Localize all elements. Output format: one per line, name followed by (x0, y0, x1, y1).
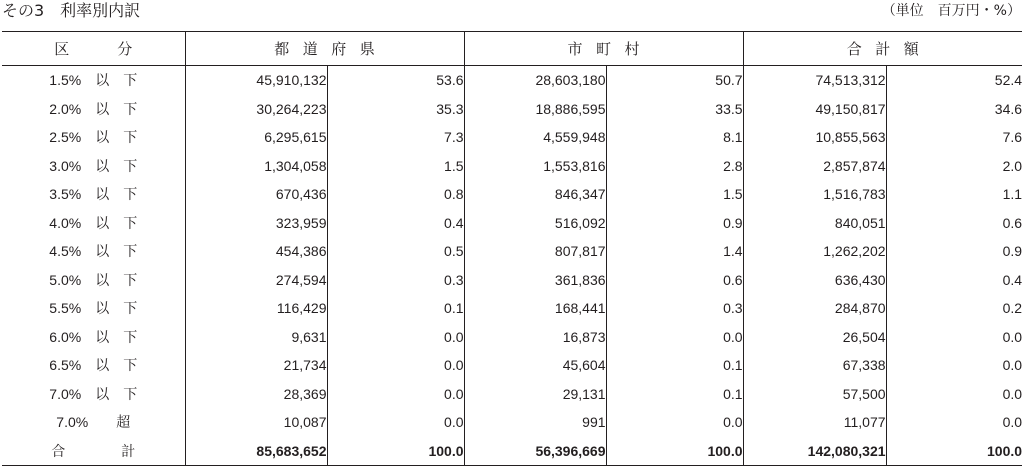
table-row (2, 66, 1022, 95)
total-percent: 0.0 (886, 408, 1022, 437)
total-amount: 57,500 (743, 380, 886, 409)
municipality-amount: 807,817 (464, 237, 606, 266)
prefecture-amount: 10,087 (185, 408, 327, 437)
prefecture-amount: 6,295,615 (185, 123, 327, 152)
prefecture-percent: 7.3 (327, 123, 464, 152)
municipality-percent: 33.5 (606, 95, 743, 124)
table-row (2, 323, 1022, 352)
municipality-amount: 29,131 (464, 380, 606, 409)
row-label: 4.5% 以 下 (49, 243, 138, 260)
table-caption: その3 利率別内訳 (2, 1, 141, 20)
municipality-percent: 8.1 (606, 123, 743, 152)
table-row (2, 237, 1022, 266)
prefecture-percent: 0.0 (327, 351, 464, 380)
municipality-amount: 1,553,816 (464, 152, 606, 181)
row-label: 3.5% 以 下 (49, 186, 138, 203)
row-label: 5.5% 以 下 (49, 300, 138, 317)
total-percent: 7.6 (886, 123, 1022, 152)
table-row (2, 380, 1022, 409)
prefecture-percent: 35.3 (327, 95, 464, 124)
municipality-percent: 0.0 (606, 408, 743, 437)
municipality-percent: 0.0 (606, 323, 743, 352)
prefecture-amount: 28,369 (185, 380, 327, 409)
prefecture-percent: 0.8 (327, 180, 464, 209)
total-amount: 26,504 (743, 323, 886, 352)
municipality-amount: 16,873 (464, 323, 606, 352)
municipality-percent: 1.5 (606, 180, 743, 209)
municipality-amount: 45,604 (464, 351, 606, 380)
prefecture-percent: 53.6 (327, 66, 464, 95)
prefecture-amount: 85,683,652 (185, 437, 327, 466)
municipality-percent: 1.4 (606, 237, 743, 266)
prefecture-percent: 0.5 (327, 237, 464, 266)
prefecture-percent: 0.3 (327, 266, 464, 295)
row-label: 合 計 (51, 442, 136, 459)
prefecture-amount: 670,436 (185, 180, 327, 209)
header-municipalities: 市町村 (464, 32, 743, 66)
total-percent: 0.0 (886, 380, 1022, 409)
municipality-percent: 0.6 (606, 266, 743, 295)
total-amount: 10,855,563 (743, 123, 886, 152)
total-percent: 2.0 (886, 152, 1022, 181)
total-percent: 0.6 (886, 209, 1022, 238)
municipality-percent: 100.0 (606, 437, 743, 466)
total-row (2, 437, 1022, 466)
total-amount: 840,051 (743, 209, 886, 238)
prefecture-percent: 0.0 (327, 408, 464, 437)
municipality-amount: 361,836 (464, 266, 606, 295)
total-percent: 0.0 (886, 323, 1022, 352)
total-amount: 67,338 (743, 351, 886, 380)
table-row (2, 152, 1022, 181)
prefecture-percent: 0.0 (327, 380, 464, 409)
prefecture-amount: 116,429 (185, 294, 327, 323)
prefecture-percent: 1.5 (327, 152, 464, 181)
table-row (2, 123, 1022, 152)
prefecture-amount: 274,594 (185, 266, 327, 295)
row-label: 4.0% 以 下 (49, 214, 138, 231)
row-label: 7.0% 以 下 (49, 385, 138, 402)
total-percent: 52.4 (886, 66, 1022, 95)
total-percent: 0.2 (886, 294, 1022, 323)
prefecture-amount: 9,631 (185, 323, 327, 352)
row-label: 1.5% 以 下 (49, 72, 138, 89)
municipality-percent: 2.8 (606, 152, 743, 181)
table-row (2, 294, 1022, 323)
header-kubun: 区分 (2, 32, 185, 66)
municipality-amount: 516,092 (464, 209, 606, 238)
total-amount: 142,080,321 (743, 437, 886, 466)
header-total: 合計額 (743, 32, 1022, 66)
prefecture-percent: 100.0 (327, 437, 464, 466)
total-amount: 284,870 (743, 294, 886, 323)
municipality-percent: 0.9 (606, 209, 743, 238)
interest-rate-table (2, 31, 1022, 466)
row-label: 7.0% 超 (56, 414, 145, 431)
table-row (2, 209, 1022, 238)
table-body (2, 66, 1022, 466)
prefecture-amount: 323,959 (185, 209, 327, 238)
row-label: 6.5% 以 下 (49, 357, 138, 374)
total-percent: 1.1 (886, 180, 1022, 209)
header-prefectures: 都道府県 (185, 32, 464, 66)
municipality-amount: 846,347 (464, 180, 606, 209)
total-percent: 0.4 (886, 266, 1022, 295)
prefecture-amount: 45,910,132 (185, 66, 327, 95)
total-amount: 636,430 (743, 266, 886, 295)
table-row (2, 351, 1022, 380)
total-amount: 74,513,312 (743, 66, 886, 95)
row-label: 5.0% 以 下 (49, 271, 138, 288)
prefecture-amount: 454,386 (185, 237, 327, 266)
table-row (2, 95, 1022, 124)
row-label: 3.0% 以 下 (49, 157, 138, 174)
total-percent: 34.6 (886, 95, 1022, 124)
row-label: 6.0% 以 下 (49, 328, 138, 345)
prefecture-percent: 0.1 (327, 294, 464, 323)
municipality-amount: 168,441 (464, 294, 606, 323)
municipality-percent: 0.3 (606, 294, 743, 323)
unit-note: （単位 百万円・%） (881, 3, 1021, 19)
municipality-amount: 56,396,669 (464, 437, 606, 466)
municipality-percent: 0.1 (606, 380, 743, 409)
table-row (2, 180, 1022, 209)
prefecture-percent: 0.4 (327, 209, 464, 238)
prefecture-percent: 0.0 (327, 323, 464, 352)
total-percent: 0.0 (886, 351, 1022, 380)
total-amount: 2,857,874 (743, 152, 886, 181)
municipality-amount: 4,559,948 (464, 123, 606, 152)
total-amount: 49,150,817 (743, 95, 886, 124)
table-row (2, 266, 1022, 295)
table-row (2, 408, 1022, 437)
row-label: 2.0% 以 下 (49, 100, 138, 117)
municipality-percent: 0.1 (606, 351, 743, 380)
total-amount: 1,516,783 (743, 180, 886, 209)
row-label: 2.5% 以 下 (49, 129, 138, 146)
header-row (2, 32, 1022, 66)
prefecture-amount: 21,734 (185, 351, 327, 380)
municipality-amount: 28,603,180 (464, 66, 606, 95)
prefecture-amount: 30,264,223 (185, 95, 327, 124)
total-amount: 1,262,202 (743, 237, 886, 266)
municipality-amount: 991 (464, 408, 606, 437)
total-percent: 100.0 (886, 437, 1022, 466)
municipality-percent: 50.7 (606, 66, 743, 95)
prefecture-amount: 1,304,058 (185, 152, 327, 181)
total-percent: 0.9 (886, 237, 1022, 266)
total-amount: 11,077 (743, 408, 886, 437)
municipality-amount: 18,886,595 (464, 95, 606, 124)
